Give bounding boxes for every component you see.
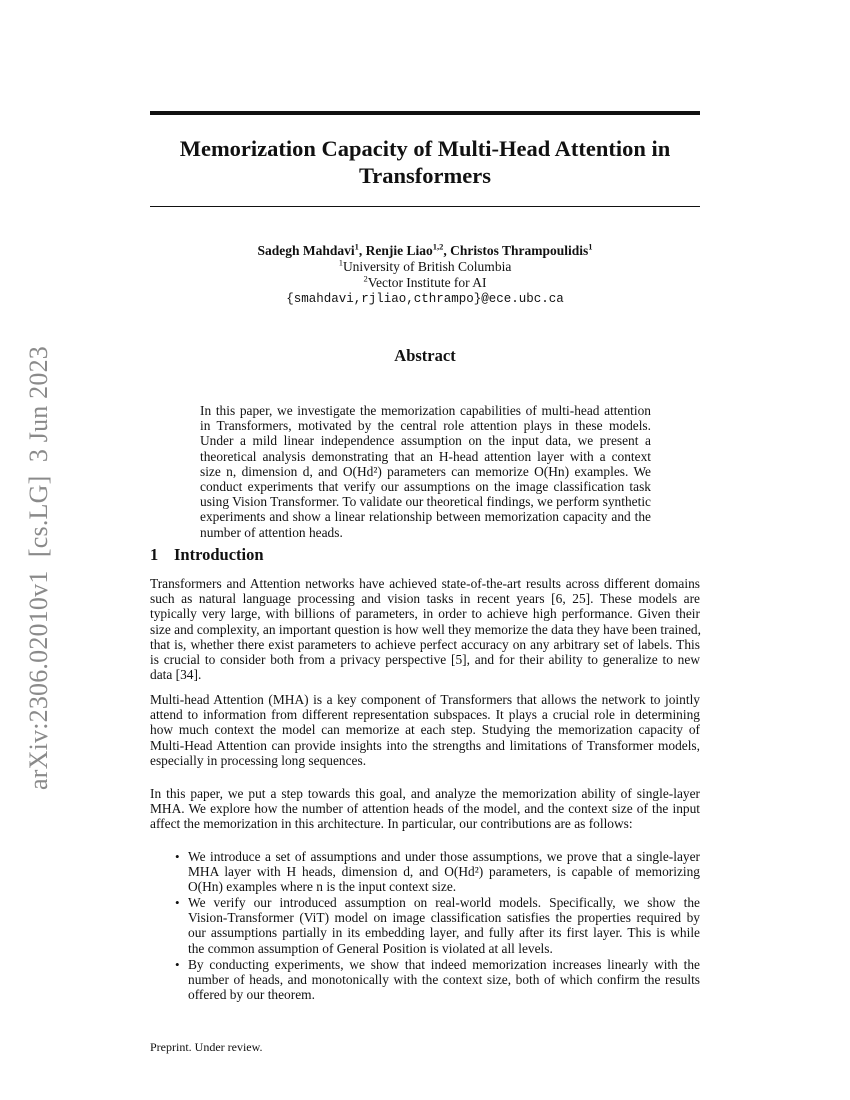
author-name: Renjie Liao — [365, 243, 433, 258]
bullet-icon: • — [175, 849, 180, 864]
text-line: how much context the model can memorize at each step. Studying the memorization capacity of — [150, 722, 700, 738]
text-line: We verify our introduced assumption on real-world models. Specifically, we show the — [188, 895, 700, 910]
affiliation-mark: 2 — [363, 273, 368, 284]
text-line: the common assumption of General Position is violated at all levels. — [188, 940, 553, 956]
footer-note: Preprint. Under review. — [150, 1040, 263, 1054]
contribution-bullet — [175, 849, 700, 895]
text-line: Multi-Head Attention can provide insights into the strengths and limitations of Transformer models, — [150, 737, 700, 753]
text-line: affect the memorization in this architecture. In particular, our contributions are as follows: — [150, 816, 633, 832]
contribution-bullet — [175, 895, 700, 956]
author-affiliation-mark: 1,2 — [432, 241, 444, 252]
text-line: Transformers and Attention networks have achieved state-of-the-art results across different domains — [150, 576, 700, 591]
author-block — [150, 243, 700, 307]
section-heading — [150, 545, 264, 565]
author-affiliation-mark: 1 — [588, 241, 593, 252]
bullet-icon: • — [175, 895, 180, 910]
paragraph — [150, 692, 700, 768]
affiliation-name: University of British Columbia — [342, 259, 512, 274]
text-line: Multi-head Attention (MHA) is a key component of Transformers that allows the network to jointly — [150, 692, 700, 707]
bullet-icon: • — [175, 957, 180, 972]
text-line: such as natural language processing and vision tasks in recent years [6, 25]. These models are — [150, 591, 700, 607]
abstract-body — [200, 403, 651, 540]
text-line: Under a mild linear independence assumption on the input data, we present a — [200, 433, 651, 449]
text-line: In this paper, we investigate the memorization capabilities of multi-head attention — [200, 403, 651, 418]
text-line: size and complexity, an important question is how well they memorize the data they have been trained, — [150, 621, 701, 637]
text-line: O(Hn) examples where n is the input context size. — [188, 879, 457, 895]
text-line: By conducting experiments, we show that indeed memorization increases linearly with the — [188, 957, 700, 972]
text-line: We introduce a set of assumptions and under those assumptions, we prove that a single-layer — [188, 849, 700, 864]
author-emails: {smahdavi,rjliao,cthrampo}@ece.ubc.ca — [286, 292, 564, 306]
paper-title — [150, 135, 700, 189]
text-line: number of heads, and monotonically with the context size, both of which confirm the results — [188, 972, 700, 988]
text-line: size n, dimension d, and O(Hd²) parameters can memorize O(Hn) examples. We — [200, 463, 651, 479]
paragraph — [150, 786, 700, 832]
text-line: especially in processing long sequences. — [150, 752, 367, 768]
text-line: Vision-Transformer (ViT) model on image classification satisfies the properties required by — [188, 910, 700, 926]
text-line: data [34]. — [150, 667, 202, 683]
author-name: Sadegh Mahdavi — [257, 243, 355, 258]
text-line: attend to information from different representation subspaces. It plays a crucial role in determining — [150, 707, 700, 723]
text-line: experiments and show a linear relationship between memorization capacity and the — [200, 509, 651, 525]
text-line: typically very large, with billions of parameters, in order to achieve high performance. Given their — [150, 606, 700, 622]
text-line: offered by our theorem. — [188, 987, 315, 1003]
text-line: conduct experiments that verify our assumptions on the image classification task — [200, 478, 651, 494]
text-line: MHA layer with H heads, dimension d, and O(Hd²) parameters, is capable of memorizing — [188, 864, 700, 880]
title-line: Memorization Capacity of Multi-Head Attention in — [179, 136, 671, 161]
abstract-heading: Abstract — [394, 346, 456, 365]
affiliation — [150, 275, 700, 291]
author-names: Sadegh Mahdavi$^1$, Renjie Liao$^{1,2}$, Christos Thrampoulidis$^1$ — [257, 241, 593, 258]
affiliation — [150, 259, 700, 275]
text-line: theoretical analysis demonstrating that an H-head attention layer with a context — [200, 448, 651, 464]
arxiv-identifier-stamp: arXiv:2306.02010v1 [cs.LG] 3 Jun 2023 — [24, 346, 53, 790]
author-affiliation-mark: 1 — [354, 241, 359, 252]
text-line: In this paper, we put a step towards this goal, and analyze the memorization ability of single-layer — [150, 786, 700, 801]
text-line: in Transformers, motivated by the central role attention plays in these models. — [200, 418, 651, 434]
text-line: using Vision Transformer. To validate our theoretical findings, we perform synthetic — [200, 494, 651, 510]
author-name: Christos Thrampoulidis — [450, 243, 589, 258]
text-line: our assumptions partially in its embedding layer, and fully after its first layer. This is while — [188, 925, 700, 941]
text-line: number of attention heads. — [200, 524, 343, 540]
affiliation-mark: 1 — [338, 257, 343, 268]
title-top-rule — [150, 111, 700, 115]
section-title: Introduction — [174, 545, 264, 564]
text-line: MHA. We explore how the number of attention heads of the model, and the context size of the input — [150, 801, 700, 817]
paragraph — [150, 576, 700, 682]
title-bottom-rule — [150, 206, 700, 207]
affiliation-name: Vector Institute for AI — [367, 275, 487, 290]
text-line: that is, whether there exist parameters to achieve perfect accuracy on any arbitrary set of labels. This — [150, 636, 700, 652]
text-line: is crucial to consider both from a privacy perspective [5], and for their ability to generalize to new — [150, 651, 700, 667]
title-line: Transformers — [358, 163, 492, 188]
section-number: 1 — [150, 545, 159, 564]
contribution-bullet — [175, 957, 700, 1003]
